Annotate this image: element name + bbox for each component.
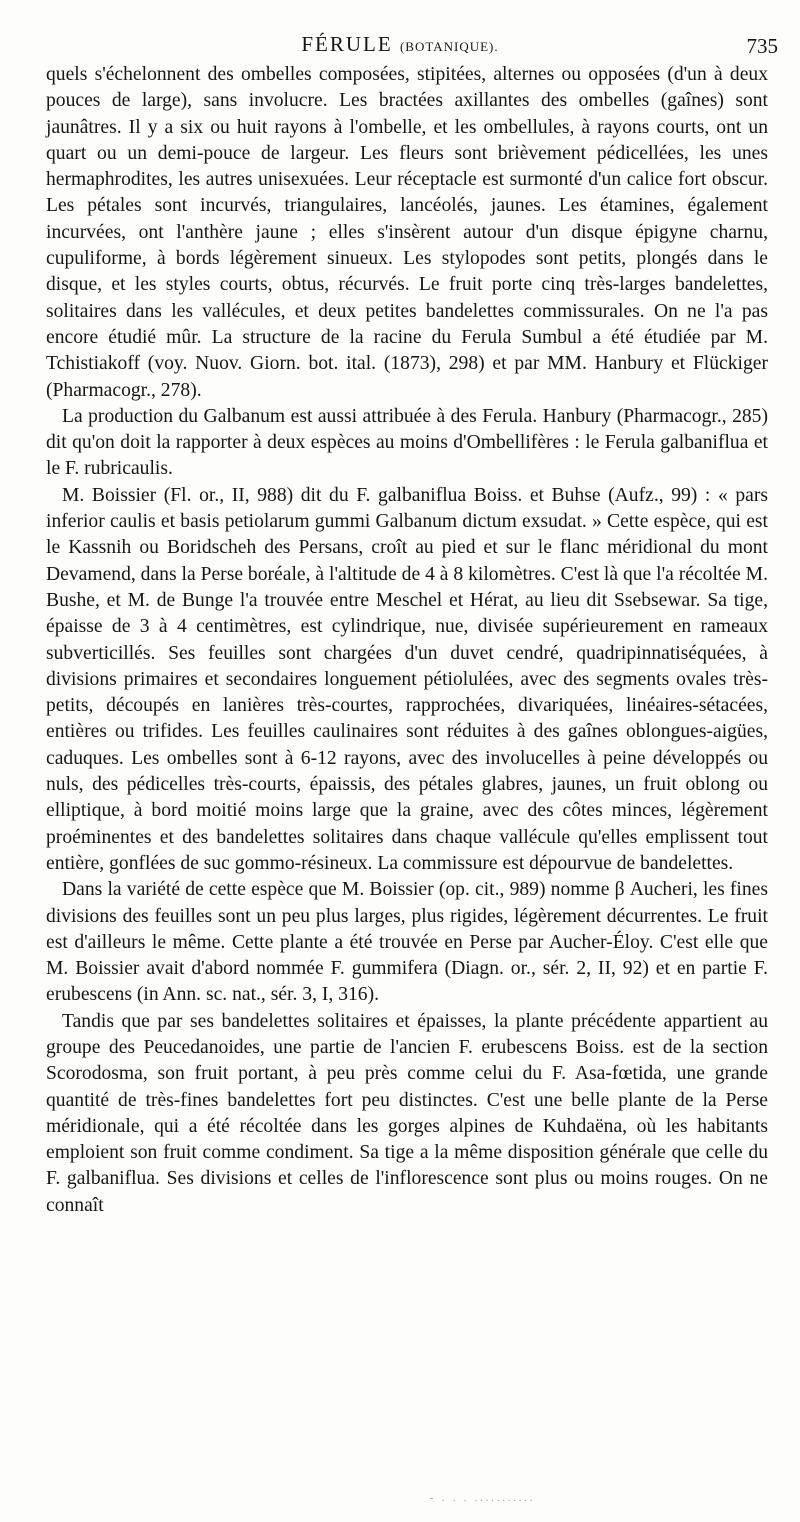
title-main: FÉRULE [301,32,393,56]
body-text [46,62,768,1219]
running-title [0,32,800,57]
paragraph-4: Dans la variété de cette espèce que M. Boissier (op. cit., 989) nomme β Aucheri, les fines divisions des feuilles sont un peu plus larges, plus rigides, légèrement décurrentes. Le fruit est d'ailleurs le même. Cette plante a été trouvée en Perse par Aucher-Éloy. C'est elle que M. Boissier avait d'abord nommée F. gummifera (Diagn. or., sér. 2, II, 92) et en partie F. erubescens (in Ann. sc. nat., sér. 3, I, 316). [46,879,768,1006]
print-marks: - . . . ........... [430,1493,536,1504]
title-sub: (BOTANIQUE). [399,39,499,54]
paragraph-5: Tandis que par ses bandelettes solitaires et épaisses, la plante précédente appartient au groupe des Peucedanoides, une partie de l'ancien F. erubescens Boiss. est de la section Scorodosma, son fruit portant, à peu près comme celui du F. Asa-fœtida, une grande quantité de très-fines bandelettes fort peu distinctes. C'est une belle plante de la Perse méridionale, qui a été récoltée dans les gorges alpines de Kuhdaëna, où les habitants emploient son fruit comme condiment. Sa tige a la même disposition générale que celle du F. galbaniflua. Ses divisions et celles de l'inflorescence sont plus ou moins rouges. On ne connaît [46,1010,768,1216]
paragraph-3: M. Boissier (Fl. or., II, 988) dit du F. galbaniflua Boiss. et Buhse (Aufz., 99) : « pars inferior caulis et basis petiolarum gummi Galbanum dictum exsudat. » Cette espèce, qui est le Kassnih ou Boridscheh des Persans, croît au pied et sur le flanc méridional du mont Devamend, dans la Perse boréale, à l'altitude de 4 à 8 kilomètres. C'est là que l'a récoltée M. Bushe, et M. de Bunge l'a trouvée entre Meschel et Hérat, au lieu dit Ssebsewar. Sa tige, épaisse de 3 à 4 centimètres, est cylindrique, nue, divisée supérieurement en rameaux subverticillés. Ses feuilles sont chargées d'un duvet cendré, quadripinnatiséquées, à divisions primaires et secondaires longuement pétiolulées, avec des segments ovales très-petits, découpés en lanières très-courtes, rapprochées, divariquées, linéaires-sétacées, entières ou trifides. Les feuilles caulinaires sont réduites à des gaînes oblongues-aigües, caduques. Les ombelles sont à 6-12 rayons, avec des involucelles à peine développés ou nuls, des pédicelles très-courts, épaissis, des pétales glabres, jaunes, un fruit oblong ou elliptique, à bord moitié moins large que la graine, avec des côtes minces, légèrement proéminentes et des bandelettes solitaires dans chaque vallécule qu'elles emplissent tout entière, gonflées de suc gommo-résineux. La commissure est dépourvue de bandelettes. [46,484,768,874]
paragraph-1: quels s'échelonnent des ombelles composées, stipitées, alternes ou opposées (d'un à deux pouces de large), sans involucre. Les bractées axillantes des ombelles (gaînes) sont jaunâtres. Il y a six ou huit rayons à l'ombelle, et les ombellules, à rayons courts, ont un quart ou un demi-pouce de largeur. Les fleurs sont brièvement pédicellées, les unes hermaphrodites, les autres unisexuées. Leur réceptacle est surmonté d'un calice fort obscur. Les pétales sont incurvés, triangulaires, lancéolés, jaunes. Les étamines, également incurvées, ont l'anthère jaune ; elles s'insèrent autour d'un disque épigyne charnu, cupuliforme, à bords légèrement sinueux. Les stylopodes sont petits, plongés dans le disque, et les styles courts, obtus, récurvés. Le fruit porte cinq très-larges bandelettes, solitaires dans les vallécules, et deux petites bandelettes commissurales. On ne l'a pas encore étudié mûr. La structure de la racine du Ferula Sumbul a été étudiée par M. Tchistiakoff (voy. Nuov. Giorn. bot. ital. (1873), 298) et par MM. Hanbury et Flückiger (Pharmacogr., 278). [46,64,768,401]
page-number: 735 [746,34,778,58]
paragraph-2: La production du Galbanum est aussi attribuée à des Ferula. Hanbury (Pharmacogr., 285) dit qu'on doit la rapporter à deux espèces au moins d'Ombellifères : le Ferula galbaniflua et le F. rubricaulis. [46,405,768,480]
running-header [0,32,800,62]
